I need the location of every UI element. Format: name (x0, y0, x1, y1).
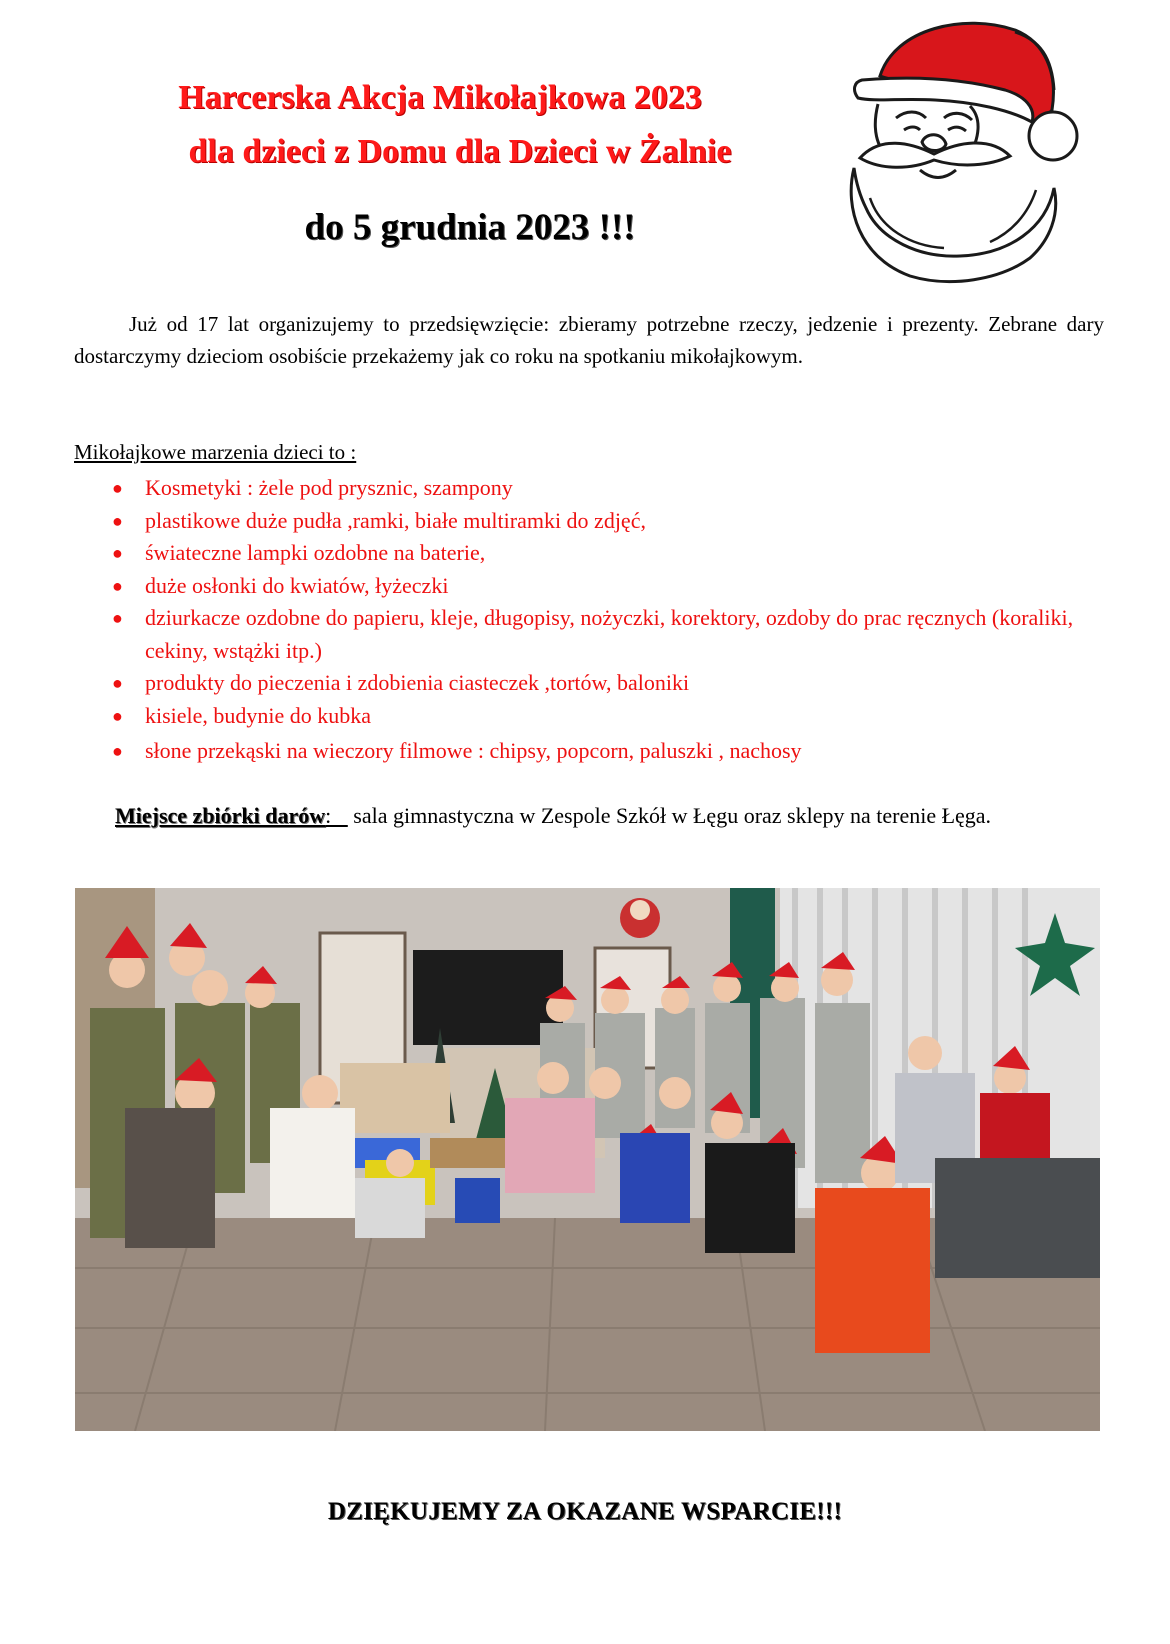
santa-mouth (920, 170, 956, 178)
santa-beard (851, 168, 1056, 282)
santa-hat-pompom (1029, 112, 1077, 160)
bullet-icon: ● (112, 741, 123, 761)
list-item-text: dziurkacze ozdobne do papieru, kleje, długopisy, nożyczki, korektory, ozdoby do prac ręcznych (koraliki, cekiny, wstążki itp.) (145, 605, 1074, 663)
group-photo-illustration (75, 888, 1100, 1431)
location-label: Miejsce zbiórki darów (115, 803, 326, 828)
santa-nose (922, 135, 946, 151)
list-item (112, 700, 1112, 733)
bullet-icon: ● (112, 478, 123, 498)
list-item-text: świateczne lampki ozdobne na baterie, (145, 540, 486, 565)
deadline-heading: do 5 grudnia 2023 !!! (304, 207, 636, 248)
list-item-text: duże osłonki do kwiatów, łyżeczki (145, 572, 449, 598)
bullet-icon: ● (112, 608, 123, 628)
bullet-icon: ● (112, 673, 123, 693)
thank-you-footer: DZIĘKUJEMY ZA OKAZANE WSPARCIE!!! (327, 1498, 843, 1525)
bullet-icon: ● (112, 543, 123, 563)
bullet-icon: ● (112, 705, 123, 726)
list-item (112, 735, 1112, 768)
group-photo (75, 888, 1100, 1431)
list-item-text: kisiele, budynie do kubka (145, 702, 372, 728)
list-item-text: plastikowe duże pudła ,ramki, białe multiramki do zdjęć, (145, 507, 646, 533)
title-line-1: Harcerska Akcja Mikołajkowa 2023 (178, 79, 702, 116)
wishes-list (112, 472, 1112, 768)
location-text: sala gimnastyczna w Zespole Szkół w Łęgu oraz sklepy na terenie Łęga. (353, 803, 992, 828)
wishes-heading: Mikołajkowe marzenia dzieci to : (74, 440, 357, 464)
list-item-text: produkty do pieczenia i zdobienia ciasteczek ,tortów, baloniki (145, 670, 690, 695)
list-item-text: słone przekąski na wieczory filmowe : chipsy, popcorn, paluszki , nachosy (145, 738, 802, 763)
list-item (112, 505, 1112, 538)
intro-text: Już od 17 lat organizujemy to przedsięwzięcie: zbieramy potrzebne rzeczy, jedzenie i prezenty. Zebrane dary dostarczymy dzieciom osobiście przekażemy jak co roku na spotkaniu mikołajkowym. (74, 312, 1104, 368)
list-item (112, 537, 1112, 570)
list-item (112, 570, 1112, 603)
list-item-text: Kosmetyki : żele pod prysznic, szampony (145, 475, 513, 500)
bullet-icon: ● (112, 575, 123, 596)
list-item (112, 602, 1112, 667)
collection-location: Miejsce zbiórki darów: sala gimnastyczna w Zespole Szkół w Łęgu oraz sklepy na terenie Łęga. (115, 803, 992, 828)
bullet-icon: ● (112, 510, 123, 531)
intro-paragraph (74, 308, 1104, 372)
list-item (112, 472, 1112, 505)
title-line-2: dla dzieci z Domu dla Dzieci w Żalnie (188, 133, 732, 170)
santa-claus-illustration (840, 18, 1100, 288)
list-item (112, 667, 1112, 700)
